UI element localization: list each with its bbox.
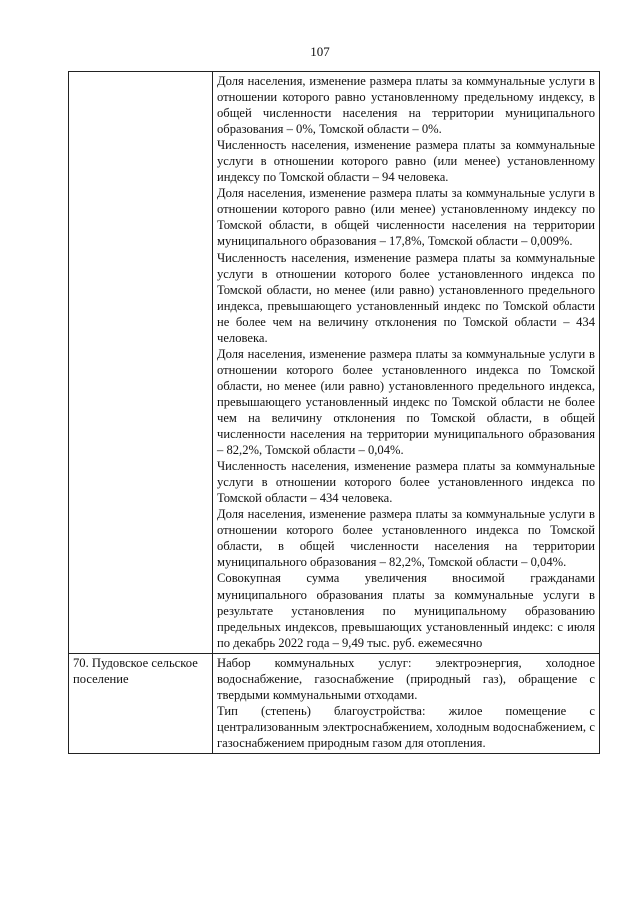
indicators-cell: [213, 653, 600, 753]
municipality-cell: [69, 653, 213, 753]
paragraph: Доля населения, изменение размера платы за коммунальные услуги в отношении которого равно установленному предельному индексу, в общей численности населения на территории муниципального образования – 0%, Томской области – 0%.: [217, 74, 595, 137]
municipality-table: [68, 71, 600, 754]
municipality-cell: [69, 72, 213, 654]
paragraph: Набор коммунальных услуг: электроэнергия, холодное водоснабжение, газоснабжение (природный газ), обращение с твердыми коммунальными отходами.: [217, 655, 595, 702]
paragraph: Совокупная сумма увеличения вносимой гражданами муниципального образования платы за коммунальные услуги в результате установления по муниципальному образованию предельных индексов, превышающих установленный индекс: с июля по декабрь 2022 года – 9,49 тыс. руб. ежемесячно: [217, 571, 595, 650]
paragraph: Доля населения, изменение размера платы за коммунальные услуги в отношении которого более установленного индекса по Томской области, в общей численности населения на территории муниципального образования – 82,2%, Томской области – 0,04%.: [217, 507, 595, 570]
page-number: 107: [310, 44, 330, 59]
table-row: [69, 653, 600, 753]
paragraph: Доля населения, изменение размера платы за коммунальные услуги в отношении которого равно (или менее) установленному индексу по Томской области, в общей численности населения на территории муниципального образования – 17,8%, Томской области – 0,009%.: [217, 186, 595, 249]
table-row: [69, 72, 600, 654]
municipality-name: 70. Пудовское сельское поселение: [73, 655, 198, 686]
paragraph: Доля населения, изменение размера платы за коммунальные услуги в отношении которого более установленного индекса по Томской области, но менее (или равно) установленного предельного индекса, превышающего установленный индекс по Томской области не более чем на величину отклонения по Томской области, в общей численности населения на территории муниципального образования – 82,2%, Томской области – 0,04%.: [217, 346, 595, 458]
paragraph: Численность населения, изменение размера платы за коммунальные услуги в отношении которого равно (или менее) установленному индексу по Томской области – 94 человека.: [217, 138, 595, 185]
paragraph: Численность населения, изменение размера платы за коммунальные услуги в отношении которого более установленного индекса по Томской области – 434 человека.: [217, 459, 595, 506]
paragraph: Численность населения, изменение размера платы за коммунальные услуги в отношении которого более установленного индекса по Томской области, но менее (или равно) установленного предельного индекса, превышающего установленный индекс по Томской области не более чем на величину отклонения по Томской области – 434 человека.: [217, 250, 595, 345]
paragraph: Тип (степень) благоустройства: жилое помещение с централизованным электроснабжением, холодным водоснабжением, с газоснабжением природным газом для отопления.: [217, 703, 595, 750]
indicators-cell: [213, 72, 600, 654]
